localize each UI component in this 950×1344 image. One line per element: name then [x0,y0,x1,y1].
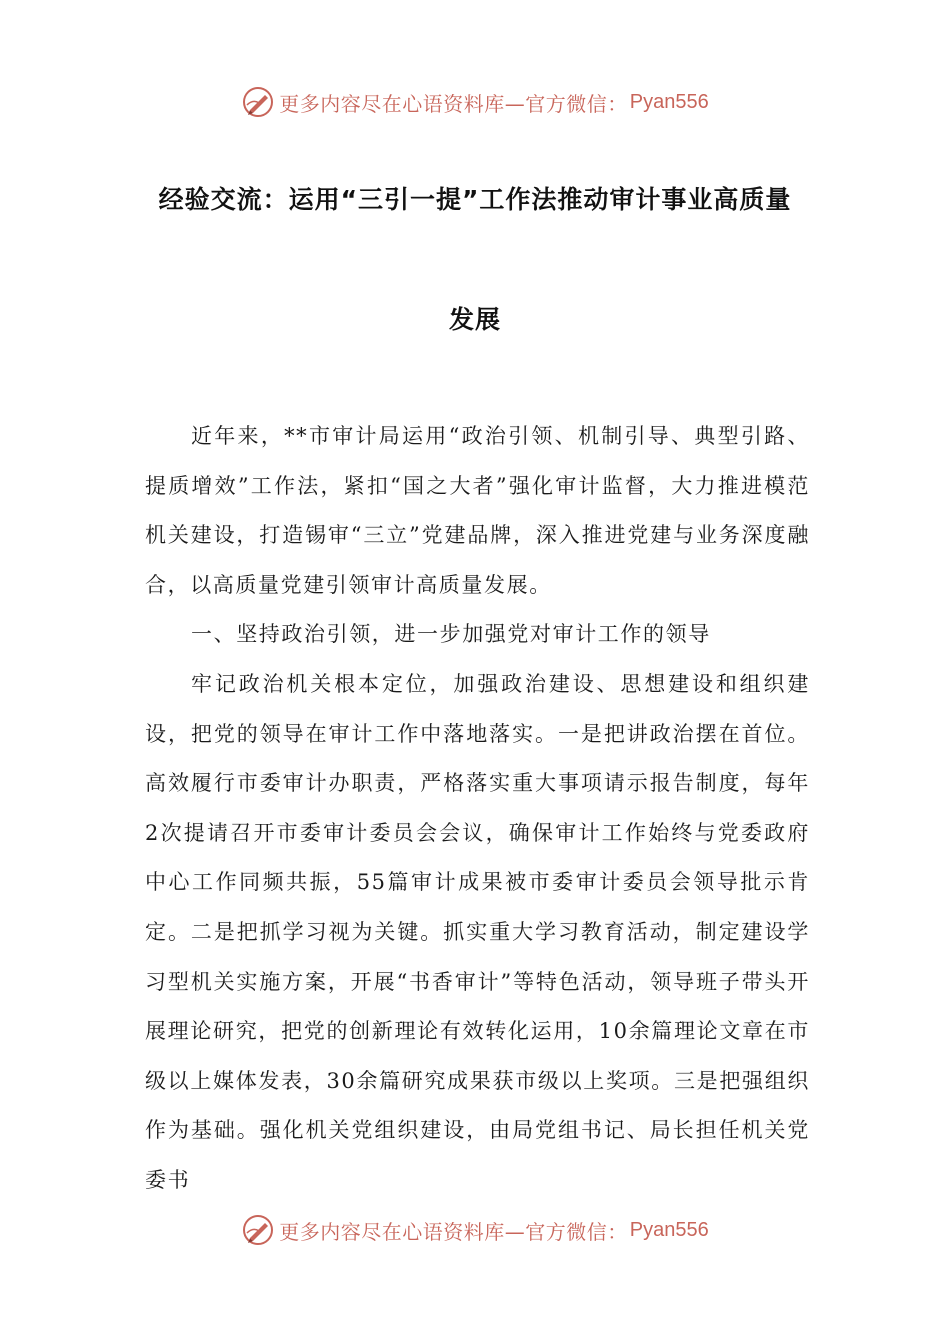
pen-logo-icon [241,1213,275,1247]
paragraph-section-one: 牢记政治机关根本定位，加强政治建设、思想建设和组织建设，把党的领导在审计工作中落地落实。一是把讲政治摆在首位。高效履行市委审计办职责，严格落实重大事项请示报告制度，每年2次提请召开市委审计委员会会议，确保审计工作始终与党委政府中心工作同频共振，55篇审计成果被市委审计委员会领导批示肯定。二是把抓学习视为关键。抓实重大学习教育活动，制定建设学习型机关实施方案，开展“书香审计”等特色活动，领导班子带头开展理论研究，把党的创新理论有效转化运用，10余篇理论文章在市级以上媒体发表，30余篇研究成果获市级以上奖项。三是把强组织作为基础。强化机关党组织建设，由局党组书记、局长担任机关党委书 [145,671,810,1192]
watermark-footer [0,1210,950,1250]
paragraph-intro: 近年来，**市审计局运用“政治引领、机制引导、典型引路、提质增效”工作法，紧扣“国之大者”强化审计监督，大力推进模范机关建设，打造锡审“三立”党建品牌，深入推进党建与业务深度融合，以高质量党建引领审计高质量发展。 [145,424,810,597]
section-heading: 一、坚持政治引领，进一步加强党对审计工作的领导 [191,622,711,647]
watermark-header [0,82,950,122]
watermark-wechat-id: Pyan556 [629,90,709,113]
document-body [145,412,810,1206]
watermark-text: 更多内容尽在心语资料库—官方微信： [279,1219,628,1244]
watermark-wechat-id: Pyan556 [629,1218,709,1241]
watermark-text: 更多内容尽在心语资料库—官方微信： [279,91,628,116]
pen-logo-icon [241,85,275,119]
document-title: 经验交流：运用“三引一提”工作法推动审计事业高质量 [158,185,792,214]
document-title-continued: 发展 [448,305,501,334]
